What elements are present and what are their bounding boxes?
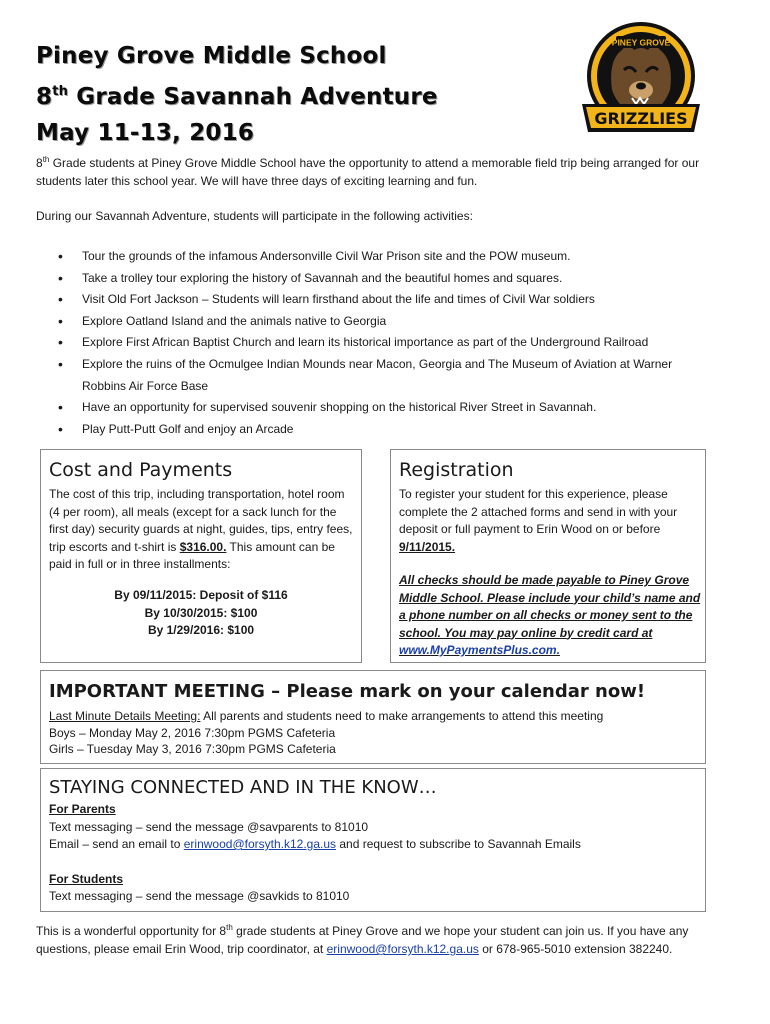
cost-title: Cost and Payments	[49, 459, 233, 481]
connected-box	[40, 768, 706, 912]
cost-payments-box	[40, 449, 362, 663]
list-item: • Explore the ruins of the Ocmulgee Indian Mounds near Macon, Georgia and The Museum of Aviation at Warner Robbins Air Force Base	[58, 354, 718, 397]
registration-deadline: 9/11/2015.	[399, 539, 456, 554]
payments-link[interactable]: www.MyPaymentsPlus.com.	[399, 643, 560, 657]
list-item: • Explore Oatland Island and the animals native to Georgia	[58, 311, 718, 333]
activities-list	[58, 246, 718, 440]
installments	[41, 587, 361, 640]
page-title	[36, 38, 556, 151]
meeting-details: Last Minute Details Meeting: All parents and students need to make arrangements to attend this meeting Boys – Monday May 2, 2016 7:30pm PGMS Cafeteria Girls – Tuesday May 3, 2016 7:30pm PGMS Cafeteria	[49, 708, 699, 758]
closing-paragraph: This is a wonderful opportunity for 8th grade students at Piney Grove and we hope your student can join us. If you have any questions, please email Erin Wood, trip coordinator, at erinwood@forsyth.k12.ga.us or 678-965-5010 extension 382240.	[36, 923, 689, 956]
logo-bottom-text: GRIZZLIES	[594, 109, 688, 128]
meeting-box	[40, 670, 706, 764]
cost-description: The cost of this trip, including transportation, hotel room (4 per room), all meals (except for a sack lunch for the first day) security guards at night, guides, tips, entry fees, trip escorts and t-shirt is $316.00. This amount can be paid in full or in three installments:	[49, 487, 353, 571]
installment: By 09/11/2015: Deposit of $116	[114, 588, 288, 602]
logo-top-text: PINEY GROVE	[611, 37, 671, 48]
meeting-title: IMPORTANT MEETING – Please mark on your calendar now!	[49, 681, 646, 702]
title-line-grade: 8th Grade Savannah Adventure	[36, 84, 438, 110]
registration-title: Registration	[399, 459, 514, 481]
connected-title: STAYING CONNECTED AND IN THE KNOW…	[49, 777, 437, 798]
cost-price: $316.00.	[179, 539, 227, 554]
connected-details	[49, 801, 699, 906]
registration-box	[390, 449, 706, 663]
students-text-msg: Text messaging – send the message @savkids to 81010	[49, 889, 350, 903]
list-item: • Tour the grounds of the infamous Andersonville Civil War Prison site and the POW museum.	[58, 246, 718, 268]
parents-heading: For Parents	[49, 802, 116, 816]
intro-paragraph: 8th Grade students at Piney Grove Middle School have the opportunity to attend a memorable field trip being arranged for our students later this school year. We will have three days of exciting learning and fun.	[36, 155, 700, 188]
title-line-dates: May 11-13, 2016	[36, 120, 255, 146]
installment: By 1/29/2016: $100	[147, 623, 255, 637]
email-link[interactable]: erinwood@forsyth.k12.ga.us	[183, 837, 337, 851]
installment: By 10/30/2015: $100	[144, 605, 258, 620]
title-line-school: Piney Grove Middle School	[36, 43, 387, 69]
registration-note: All checks should be made payable to Piney Grove Middle School. Please include your child’s name and a phone number on all checks or money sent to the school. You may pay online by credit card at www.MyPaymentsPlus.com.	[399, 573, 701, 657]
meeting-lead: Last Minute Details Meeting:	[49, 709, 201, 723]
meeting-girls: Girls – Tuesday May 3, 2016 7:30pm PGMS Cafeteria	[49, 742, 336, 756]
meeting-boys: Boys – Monday May 2, 2016 7:30pm PGMS Cafeteria	[49, 725, 336, 740]
students-heading: For Students	[49, 871, 123, 886]
list-item: • Explore First African Baptist Church and learn its historical importance as part of the Underground Railroad	[58, 332, 718, 354]
list-item: • Play Putt-Putt Golf and enjoy an Arcade	[58, 419, 718, 441]
list-item: • Have an opportunity for supervised souvenir shopping on the historical River Street in Savannah.	[58, 397, 718, 419]
parents-email-line: Email – send an email to erinwood@forsyth.k12.ga.us and request to subscribe to Savannah Emails	[49, 837, 581, 851]
parents-text-msg: Text messaging – send the message @savparents to 81010	[49, 819, 369, 834]
email-link[interactable]: erinwood@forsyth.k12.ga.us	[326, 942, 479, 956]
list-item: • Visit Old Fort Jackson – Students will learn firsthand about the life and times of Civil War soldiers	[58, 289, 718, 311]
registration-text: To register your student for this experience, please complete the 2 attached forms and send in with your deposit or full payment to Erin Wood on or before 9/11/2015.	[399, 487, 678, 554]
grizzlies-logo	[572, 20, 710, 138]
list-item: • Take a trolley tour exploring the history of Savannah and the beautiful homes and squares.	[58, 268, 718, 290]
activities-intro: During our Savannah Adventure, students will participate in the following activities:	[36, 209, 473, 223]
